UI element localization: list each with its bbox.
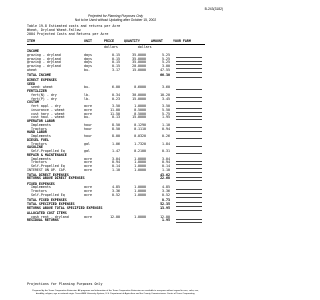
row-price: 11.00 xyxy=(110,107,120,112)
row-item: grazing - dryland xyxy=(27,52,61,57)
your-farm-blank xyxy=(176,57,202,58)
row-quantity: 35.0000 xyxy=(132,56,146,61)
your-farm-blank xyxy=(176,108,202,109)
row-quantity: 0.1110 xyxy=(134,126,146,131)
category-label: HAND LABOR xyxy=(27,130,47,135)
category-label: CUSTOM xyxy=(27,100,39,105)
col-amount: AMOUNT xyxy=(151,39,163,43)
row-item: insurance - wheat xyxy=(27,107,65,112)
row-quantity: 0.5000 xyxy=(134,111,146,116)
row-amount: 3.04 xyxy=(162,156,170,161)
your-farm-blank xyxy=(176,138,202,139)
row-quantity: 0.1290 xyxy=(134,122,146,127)
your-farm-blank xyxy=(176,193,202,194)
row-amount: 12.00 xyxy=(160,214,170,219)
row-unit: bu. xyxy=(84,67,90,72)
row-price: 4.85 xyxy=(112,185,120,190)
row-amount: 5.75 xyxy=(162,111,170,116)
your-farm-blank xyxy=(176,97,202,98)
row-quantity: 1.0000 xyxy=(134,164,146,168)
section-heading: INCOME xyxy=(27,49,39,53)
row-price: 8.50 xyxy=(112,122,120,127)
row-unit: acre xyxy=(84,192,92,197)
your-farm-blank xyxy=(176,164,202,165)
row-quantity: 0.0320 xyxy=(134,134,146,138)
row-price: 0.15 xyxy=(112,56,120,61)
doc-id: B-243(3182) xyxy=(204,7,223,11)
your-farm-blank xyxy=(176,153,202,154)
row-unit: bu. xyxy=(84,115,90,120)
row-price: 3.50 xyxy=(112,104,120,108)
row-amount: 0.31 xyxy=(162,149,170,153)
row-price: 0.34 xyxy=(112,92,120,97)
table-caption-3: 2004 Projected Costs and Returns per Acre xyxy=(27,32,109,36)
your-farm-blank xyxy=(176,206,202,207)
row-amount: 0.26 xyxy=(162,134,170,138)
total-amount: 22.68 xyxy=(160,176,170,181)
your-farm-blank xyxy=(176,197,202,198)
row-item: Implements xyxy=(27,156,51,161)
row-amount: 5.25 xyxy=(162,52,170,57)
row-quantity: 15.0000 xyxy=(132,96,146,101)
row-unit: days xyxy=(84,52,92,57)
row-item: fert appl - dry xyxy=(27,104,61,108)
row-item: fert(N) - dry xyxy=(27,92,57,97)
your-farm-blank xyxy=(176,202,202,203)
row-amount: 10.20 xyxy=(160,92,170,97)
your-farm-blank xyxy=(176,119,202,120)
your-farm-blank xyxy=(176,219,202,220)
row-price: 0.14 xyxy=(112,164,120,168)
row-price: 11.50 xyxy=(110,111,120,116)
row-item: seed: wheat xyxy=(27,85,53,90)
category-label: GASOLINE xyxy=(27,145,43,150)
row-quantity: 1.7320 xyxy=(134,141,146,146)
row-item: Implements xyxy=(27,134,51,138)
row-item: Self-Propelled Eq xyxy=(27,192,65,197)
row-price: 0.15 xyxy=(112,60,120,65)
row-amount: 1.10 xyxy=(162,122,170,127)
your-farm-blank xyxy=(176,180,202,181)
row-amount: 1.10 xyxy=(162,167,170,172)
row-quantity: 30.0000 xyxy=(132,92,146,97)
total-amount: 1.95 xyxy=(162,218,170,223)
table-caption-2: Wheat, Dryland Wheat-Fallow xyxy=(27,28,81,32)
row-price: 0.15 xyxy=(112,64,120,68)
col-unit: UNIT xyxy=(84,39,92,43)
your-farm-blank xyxy=(176,161,202,162)
row-unit: acre xyxy=(84,167,92,172)
row-quantity: 0.5000 xyxy=(134,107,146,112)
your-farm-blank xyxy=(176,77,202,78)
row-amount: 0.52 xyxy=(162,192,170,197)
footnote-2: disability, religion, age or national origin. Texas A&M University System, U.S. Department of Agriculture and the County Commissioners Courts of Texas Cooperating. xyxy=(35,293,196,295)
row-quantity: 1.0000 xyxy=(134,192,146,197)
row-amount: 5.25 xyxy=(162,56,170,61)
row-unit: gal xyxy=(84,141,90,146)
row-price: 8.00 xyxy=(112,134,120,138)
row-item: Tractors xyxy=(27,160,47,165)
row-amount: 0.94 xyxy=(162,160,170,165)
row-amount: 3.45 xyxy=(162,96,170,101)
your-farm-blank xyxy=(176,177,202,178)
total-label: TOTAL DIRECT EXPENSES xyxy=(27,172,69,177)
row-unit: acre xyxy=(84,104,92,108)
row-quantity: 20.0000 xyxy=(132,64,146,68)
row-quantity: 1.0000 xyxy=(134,160,146,165)
total-amount: 13.95 xyxy=(160,206,170,210)
row-item: cust haul - wheat xyxy=(27,115,65,120)
row-unit: days xyxy=(84,64,92,68)
row-quantity: 1.0000 xyxy=(134,104,146,108)
row-amount: 3.00 xyxy=(162,64,170,68)
your-farm-blank xyxy=(176,189,202,190)
category-label: FERTILIZER xyxy=(27,89,47,93)
table-caption: Table 19.8 Estimated costs and returns per Acre xyxy=(27,24,121,28)
row-price: 8.50 xyxy=(112,126,120,131)
row-price: 0.52 xyxy=(112,192,120,197)
row-unit: hour xyxy=(84,122,92,127)
total-label: TOTAL FIXED EXPENSES xyxy=(27,197,67,202)
row-unit: lb. xyxy=(84,96,90,101)
your-farm-blank xyxy=(176,210,202,211)
your-farm-blank xyxy=(176,89,202,90)
row-amount: 0.14 xyxy=(162,164,170,168)
row-unit: acre xyxy=(84,111,92,116)
category-label: OPERATOR LABOR xyxy=(27,119,55,123)
row-item: Tractors xyxy=(27,141,47,146)
section-heading: DIRECT EXPENSES xyxy=(27,77,57,82)
row-unit: days xyxy=(84,60,92,65)
total-amount: 66.30 xyxy=(160,72,170,77)
col-quantity: QUANTITY xyxy=(124,39,140,43)
row-item: fert(P) - dry xyxy=(27,96,57,101)
row-price: 3.17 xyxy=(112,67,120,72)
row-unit: acre xyxy=(84,214,92,219)
row-unit: bu. xyxy=(84,85,90,90)
your-farm-blank xyxy=(176,116,202,117)
your-farm-blank xyxy=(176,146,202,147)
category-label: REPAIR & MAINTENANCE xyxy=(27,152,67,157)
footer-note: Projections for Planning Purposes Only xyxy=(27,282,103,286)
row-price: 0.13 xyxy=(112,115,120,120)
row-amount: 3.36 xyxy=(162,189,170,193)
your-farm-blank xyxy=(176,131,202,132)
your-farm-blank xyxy=(176,172,202,173)
row-quantity: 1.0000 xyxy=(134,156,146,161)
your-farm-blank xyxy=(176,101,202,102)
row-item: grazing - dryland xyxy=(27,64,61,68)
row-quantity: 15.0000 xyxy=(132,115,146,120)
row-item: Self-Propelled Eq xyxy=(27,149,65,153)
total-amount: 52.35 xyxy=(160,202,170,207)
row-amount: 5.50 xyxy=(162,107,170,112)
row-item: grazing - dryland xyxy=(27,60,61,65)
col-item: ITEM xyxy=(27,39,35,43)
row-amount: 0.94 xyxy=(162,126,170,131)
row-item: cash rent - dryland xyxy=(27,214,69,219)
row-quantity: 35.0000 xyxy=(132,52,146,57)
row-item: Self-Propelled Eq xyxy=(27,164,65,168)
your-farm-blank xyxy=(176,61,202,62)
row-price: 12.00 xyxy=(110,214,120,219)
row-price: 0.23 xyxy=(112,96,120,101)
total-label: RETURNS ABOVE TOTAL SPECIFIED EXPENSES xyxy=(27,206,103,210)
row-price: 3.36 xyxy=(112,189,120,193)
row-unit: hour xyxy=(84,134,92,138)
total-label: TOTAL SPECIFIED EXPENSES xyxy=(27,202,75,207)
row-unit: hour xyxy=(84,126,92,131)
row-price: 1.10 xyxy=(112,167,120,172)
row-item: Implements xyxy=(27,185,51,190)
row-quantity: 1.0000 xyxy=(134,189,146,193)
header-title: Projected for Planning Purposes Only xyxy=(88,14,143,18)
header-subtitle: Not to be Used without Updating after October 15, 2002 xyxy=(74,18,157,22)
row-quantity: 1.0000 xyxy=(134,214,146,219)
row-unit: acre xyxy=(84,185,92,190)
row-price: 1.06 xyxy=(112,141,120,146)
row-unit: lb. xyxy=(84,92,90,97)
your-farm-blank xyxy=(176,168,202,169)
row-unit: acre xyxy=(84,107,92,112)
row-quantity: 0.2100 xyxy=(134,149,146,153)
footnote-1: Prepared by the Texas Cooperative Extension. All programs and information of the Texas Cooperative Extension are available to everyone without regard to race, color, sex, xyxy=(32,290,199,292)
row-price: 1.47 xyxy=(112,149,120,153)
row-item: Tractors xyxy=(27,126,47,131)
row-unit: acre xyxy=(84,164,92,168)
total-amount: 8.73 xyxy=(162,197,170,202)
row-item: Implements xyxy=(27,122,51,127)
category-label: SEED xyxy=(27,81,35,86)
row-quantity: 15.0000 xyxy=(132,67,146,72)
row-item: grazing - dryland xyxy=(27,56,61,61)
col-your-farm: YOUR FARM xyxy=(173,39,191,43)
your-farm-blank xyxy=(176,64,202,65)
row-unit: acre xyxy=(84,156,92,161)
row-quantity: 0.6000 xyxy=(134,85,146,90)
section-heading: ALLOCATED COST ITEMS xyxy=(27,210,67,215)
row-amount: 47.55 xyxy=(160,67,170,72)
row-amount: 5.25 xyxy=(162,60,170,65)
row-item: cust harv - wheat xyxy=(27,111,65,116)
total-label: TOTAL INCOME xyxy=(27,72,51,77)
row-item: INTEREST ON OP. CAP. xyxy=(27,167,67,172)
total-label: RESIDUAL RETURNS xyxy=(27,218,59,223)
your-farm-blank xyxy=(176,127,202,128)
row-amount: 3.60 xyxy=(162,85,170,90)
row-amount: 4.85 xyxy=(162,185,170,190)
your-farm-blank xyxy=(176,112,202,113)
col-price: PRICE xyxy=(104,39,114,43)
row-unit: gal xyxy=(84,149,90,153)
row-amount: 1.95 xyxy=(162,115,170,120)
row-price: 3.04 xyxy=(112,156,120,161)
your-farm-blank xyxy=(176,72,202,73)
row-unit: acre xyxy=(84,189,92,193)
your-farm-blank xyxy=(176,222,202,223)
units-row: dollars dollars xyxy=(104,45,152,49)
section-heading: FIXED EXPENSES xyxy=(27,181,55,186)
row-price: 0.15 xyxy=(112,52,120,57)
total-amount: 43.62 xyxy=(160,172,170,177)
row-quantity: 35.0000 xyxy=(132,60,146,65)
row-amount: 1.84 xyxy=(162,141,170,146)
row-item: Tractors xyxy=(27,189,47,193)
row-quantity: 1.0000 xyxy=(134,167,146,172)
row-amount: 3.50 xyxy=(162,104,170,108)
category-label: DIESEL FUEL xyxy=(27,137,49,142)
row-price: 6.00 xyxy=(112,85,120,90)
row-quantity: 1.0000 xyxy=(134,185,146,190)
your-farm-blank xyxy=(176,68,202,69)
row-price: 0.94 xyxy=(112,160,120,165)
total-label: RETURNS ABOVE DIRECT EXPENSES xyxy=(27,176,85,181)
row-item: wheat xyxy=(27,67,37,72)
row-unit: days xyxy=(84,56,92,61)
row-unit: acre xyxy=(84,160,92,165)
